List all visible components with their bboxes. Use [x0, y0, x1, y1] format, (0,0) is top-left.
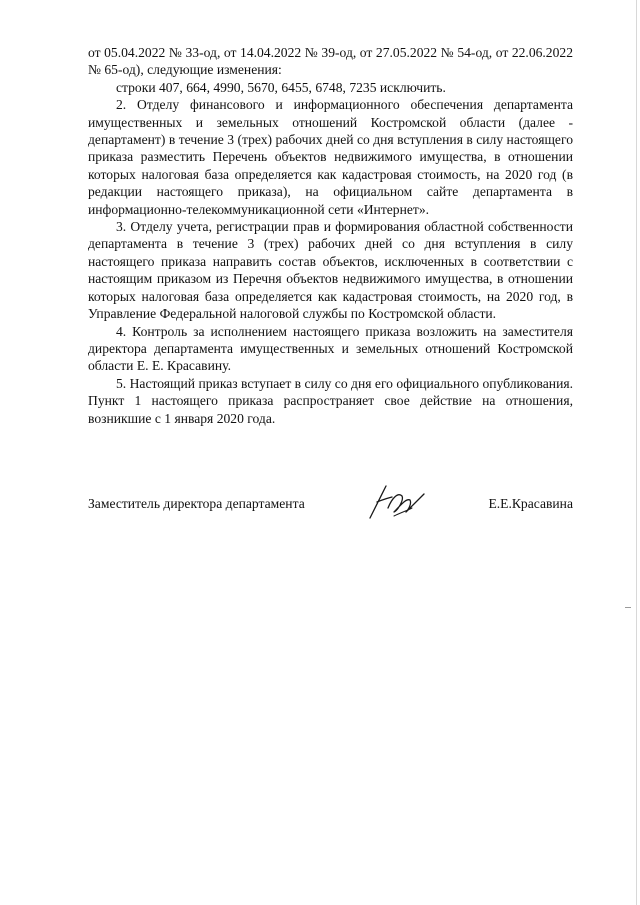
signature-block [88, 490, 573, 530]
scan-edge-line [636, 0, 637, 905]
signatory-position: Заместитель директора департамента [88, 496, 305, 511]
scan-edge-mark [625, 607, 631, 608]
paragraph-item-5: 5. Настоящий приказ вступает в силу со дня его официального опубликования. Пункт 1 настоящего приказа распространяет свое действие на отношения, возникшие с 1 января 2020 года. [88, 375, 573, 426]
handwritten-signature-icon [364, 480, 428, 524]
paragraph-item-2: 2. Отделу финансового и информационного обеспечения департамента имущественных и земельных отношений Костромской области (далее - департамент) в течение 3 (трех) рабочих дней со дня вступления в силу настоящего приказа разместить Перечень объектов недвижимого имущества, в отношении которых налоговая база определяется как кадастровая стоимость, на 2020 год (в редакции настоящего приказа), на официальном сайте департамента в информационно-телекоммуникационной сети «Интернет». [88, 97, 573, 217]
paragraph-amendments-intro: от 05.04.2022 № 33-од, от 14.04.2022 № 39-од, от 27.05.2022 № 54-од, от 22.06.2022 № 65-од), следующие изменения: [88, 45, 573, 78]
paragraph-rows-excluded: строки 407, 664, 4990, 5670, 6455, 6748, 7235 исключить. [116, 79, 446, 95]
signatory-name: Е.Е.Красавина [488, 496, 573, 511]
paragraph-item-4: 4. Контроль за исполнением настоящего приказа возложить на заместителя директора департамента имущественных и земельных отношений Костромской области Е. Е. Красавину. [88, 323, 573, 374]
document-body [88, 44, 573, 427]
paragraph-item-3: 3. Отделу учета, регистрации прав и формирования областной собственности департамента в течение 3 (трех) рабочих дней со дня вступления в силу настоящего приказа направить состав объектов, исключенных в соответствии с настоящим приказом из Перечня объектов недвижимого имущества, в отношении которых налоговая база определяется как кадастровая стоимость, на 2020 год, в Управление Федеральной налоговой службы по Костромской области. [88, 219, 573, 322]
